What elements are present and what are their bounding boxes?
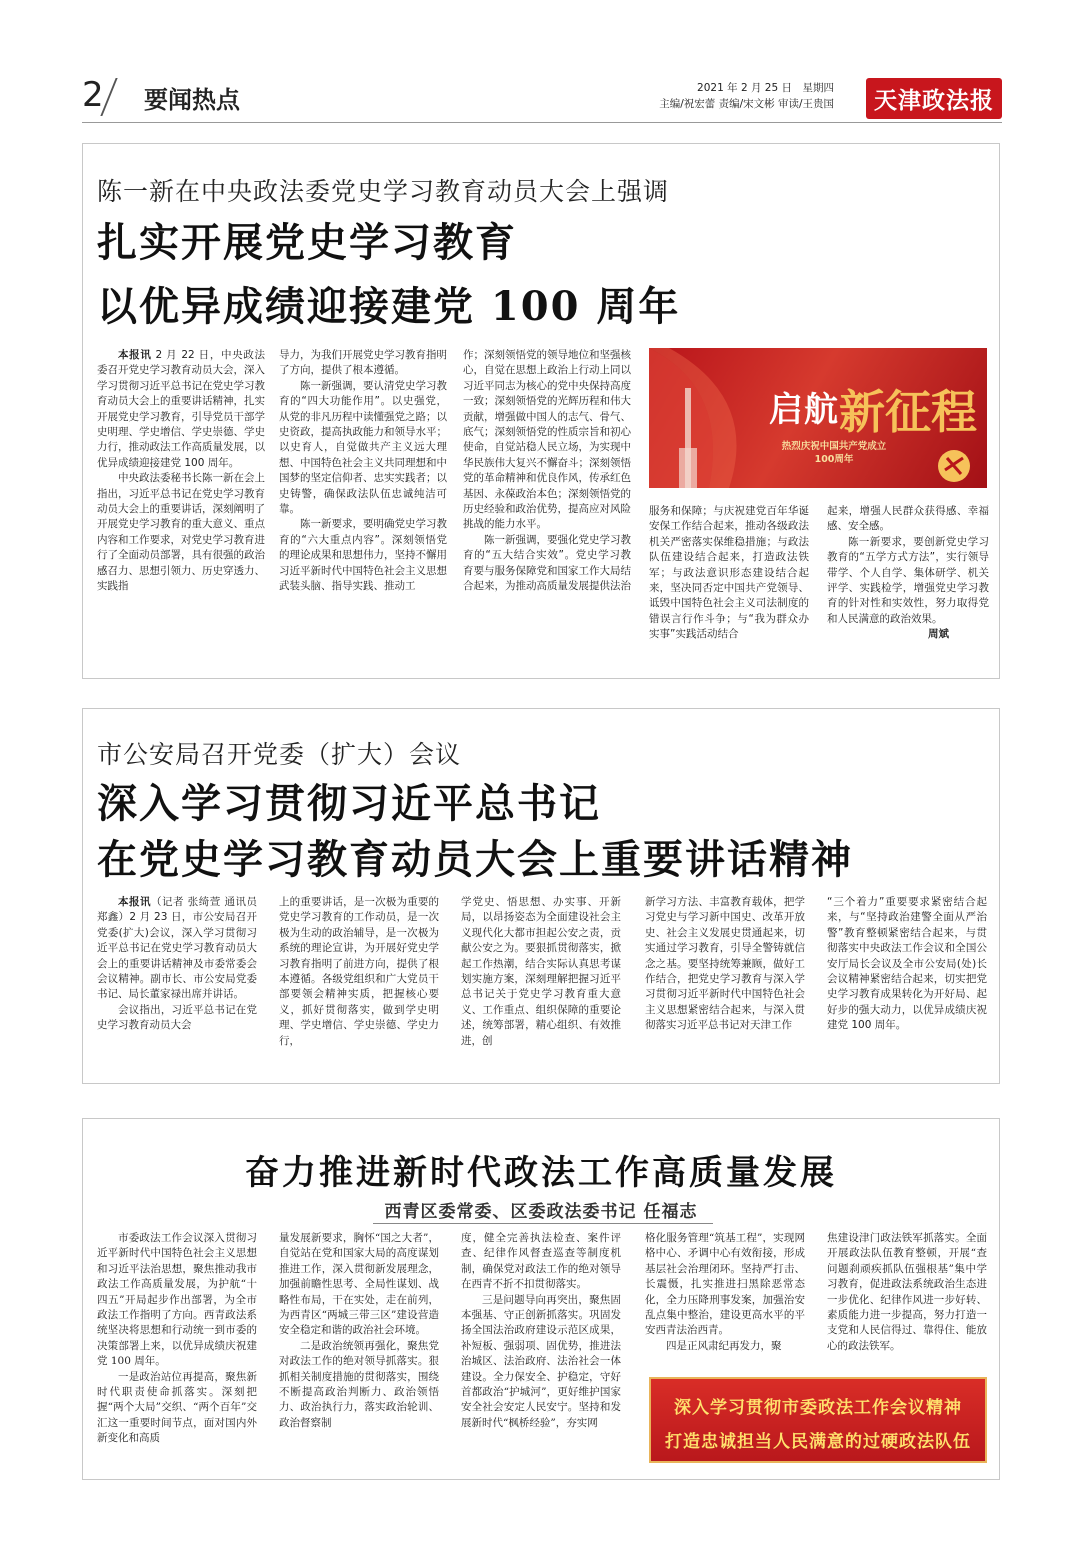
article2-column-5 xyxy=(827,895,987,1073)
article2-para: 会议指出，习近平总书记在党史学习教育动员大会 xyxy=(97,1003,257,1032)
article1-column-5 xyxy=(827,504,989,672)
article1-column-4 xyxy=(649,504,809,672)
article2-lead: 本报讯 xyxy=(118,896,151,908)
article3-para: 三是问题导向再突出，聚焦固本强基、守正创新抓落实。巩固发扬全国法治政府建设示范区成果，补短板、强弱项、固优势，推进法治城区、法治政府、法治社会一体建设。全力保安全、护稳定，守好首都政治“护城河”，更好维护国家安全社会安定人民安宁。坚持和发展新时代“枫桥经验”，夯实网 xyxy=(461,1293,621,1429)
anniversary-poster-image xyxy=(649,348,987,488)
article1-para: 陈一新要求，要明确党史学习教育的“六大重点内容”。深刻领悟党的理论成果和思想伟力，坚持不懈用习近平新时代中国特色社会主义思想武装头脑、指导实践、推动工 xyxy=(279,518,447,593)
poster-subtitle: 热烈庆祝中国共产党成立100周年 xyxy=(781,441,887,465)
article-party-history-education xyxy=(82,143,1000,679)
article3-para: 市委政法工作会议深入贯彻习近平新时代中国特色社会主义思想和习近平法治思想，聚焦推动我市政法工作高质量发展，为护航“十四五”开局起步作出部署，为全市政法工作指明了方向。西青政法系统坚决将思想和行动统一到市委的决策部署上来，以优异成绩庆祝建党 100 周年。 xyxy=(97,1232,257,1368)
article2-para: 新学习方法、丰富教育载体，把学习党史与学习新中国史、改革开放史、社会主义发展史贯通起来，切实通过学习教育，引导全警铸就信念之基。要坚持统筹兼顾，做好工作结合，把党史学习教育与深入学习贯彻习近平新时代中国特色社会主义思想紧密结合起来，与深入贯彻落实习近平总书记对天津工作 xyxy=(645,896,805,1032)
article3-para: 量发展新要求，胸怀“国之大者”，自觉站在党和国家大局的高度谋划推进工作，深入贯彻新发展理念，加强前瞻性思考、全局性谋划、战略性布局，干在实处，走在前列，为西青区“两城三带三区”建设营造安全稳定和谐的政治社会环境。 xyxy=(279,1232,439,1337)
article1-byline: 周斌 xyxy=(928,628,949,641)
article2-headline-line2: 在党史学习教育动员大会上重要讲话精神 xyxy=(97,836,853,883)
header-rule xyxy=(82,122,1002,123)
issue-date: 2021 年 2 月 25 日 星期四 xyxy=(697,82,834,94)
article2-column-4 xyxy=(645,895,805,1073)
article3-column-3 xyxy=(461,1231,621,1471)
article3-author: 西青区委常委、区委政法委书记 任福志 xyxy=(384,1202,698,1222)
article3-headline-rule xyxy=(373,1223,713,1224)
article1-para: 陈一新强调，要认清党史学习教育的“四大功能作用”。以史强党，从党的非凡历程中读懂强党之路；以史资政，提高执政能力和领导水平；以史育人，自觉做共产主义远大理想、中国特色社会主义共同理想和中国梦的坚定信仰者、忠实实践者；以史铸警，确保政法队伍忠诚纯洁可靠。 xyxy=(279,379,447,516)
article1-column-2 xyxy=(279,348,447,668)
article2-column-1 xyxy=(97,895,257,1073)
slogan-banner xyxy=(649,1377,987,1463)
poster-title-2: 新征程 xyxy=(839,385,977,439)
article2-para: “三个着力”重要要求紧密结合起来，与“坚持政治建警全面从严治警”教育整顿紧密结合起来，与贯彻落实中央政法工作会议和全国公安厅局长会议及全市公安局(处)长会议精神紧密结合起来，切实把党史学习教育成果转化为开好局、起好步的强大动力，以优异成绩庆祝建党 100 周年。 xyxy=(827,896,987,1032)
article1-kicker: 陈一新在中央政法委党史学习教育动员大会上强调 xyxy=(97,177,670,206)
poster-title-1: 启航 xyxy=(769,390,839,430)
article1-column-3 xyxy=(463,348,631,668)
article1-para: 作；深刻领悟党的领导地位和坚强核心，自觉在思想上政治上行动上同以习近平同志为核心的党中央保持高度一致；深刻领悟党的光辉历程和伟大贡献，增强做中国人的志气、骨气、底气；深刻领悟党的性质宗旨和初心使命，自觉站稳人民立场，为实现中华民族伟大复兴不懈奋斗；深刻领悟党的革命精神和优良作风，传承红色基因、永葆政治本色；深刻领悟党的历史经验和政治优势，提高应对风险挑战的能力水平。 xyxy=(463,349,631,531)
article3-column-1 xyxy=(97,1231,257,1471)
article1-para: 陈一新要求，要创新党史学习教育的“五学方式方法”，实行领导带学、个人自学、集体研学、机关评学、实践检学，增强党史学习教育的针对性和实效性，努力取得党和人民满意的政治效果。 xyxy=(827,535,989,625)
article-public-security-meeting xyxy=(82,708,1000,1084)
article3-column-2 xyxy=(279,1231,439,1471)
article2-column-3 xyxy=(461,895,621,1073)
article3-para: 焦建设津门政法铁军抓落实。全面开展政法队伍教育整顿，开展“查问题刹顽疾抓队伍强根基”集中学习教育，促进政法系统政治生态进一步优化、纪律作风进一步好转、素质能力进一步提高，努力打造一支党和人民信得过、靠得住、能放心的政法铁军。 xyxy=(827,1232,987,1352)
slogan-line-2: 打造忠诚担当人民满意的过硬政法队伍 xyxy=(665,1432,971,1452)
article1-para: 起来，增强人民群众获得感、幸福感、安全感。 xyxy=(827,505,989,533)
article1-para: 导力，为我们开展党史学习教育指明了方向，提供了根本遵循。 xyxy=(279,349,447,377)
article1-headline-line1: 扎实开展党史学习教育 xyxy=(97,219,517,266)
page-header xyxy=(82,70,1002,118)
article1-column-1 xyxy=(97,348,265,668)
article2-kicker: 市公安局召开党委（扩大）会议 xyxy=(97,740,462,769)
page-number: 2 xyxy=(82,75,104,115)
article3-column-4 xyxy=(645,1231,805,1369)
editor-credits: 主编/祝宏蕾 责编/宋文彬 审读/王贵国 xyxy=(659,98,834,110)
article1-headline-line2: 以优异成绩迎接建党 100 周年 xyxy=(97,283,681,330)
article2-para: 上的重要讲话，是一次极为重要的党史学习教育的工作动员，是一次极为生动的政治辅导，是一次极为系统的理论宣讲，为开展好党史学习教育指明了前进方向，提供了根本遵循。各级党组织和广大党员干部要领会精神实质，把握核心要义，抓好贯彻落实，做到学史明理、学史增信、学史崇德、学史力行， xyxy=(279,896,439,1047)
article1-para: 中央政法委秘书长陈一新在会上指出，习近平总书记在党史学习教育动员大会上的重要讲话，深刻阐明了开展党史学习教育的重大意义、重点内容和工作要求，对党史学习教育进行了全面动员部署，具有很强的政治感召力、思想引领力、历史穿透力、实践指 xyxy=(97,472,265,593)
issue-info xyxy=(659,80,834,112)
article3-para: 格化服务管理“筑基工程”，实现网格中心、矛调中心有效衔接，形成基层社会治理闭环。坚持严打击、长震慑，扎实推进扫黑除恶常态化，全力压降刑事发案，加强治安乱点集中整治，建设更高水平的平安西青法治西青。 xyxy=(645,1232,805,1337)
section-title: 要闻热点 xyxy=(144,86,240,114)
article1-para: 陈一新强调，要强化党史学习教育的“五大结合实效”。党史学习教育要与服务保障党和国家工作大局结合起来，为推动高质量发展提供法治 xyxy=(463,533,631,593)
article3-headline: 奋力推进新时代政法工作高质量发展 xyxy=(245,1153,837,1193)
article2-column-2 xyxy=(279,895,439,1073)
article2-headline-line1: 深入学习贯彻习近平总书记 xyxy=(97,780,601,827)
slogan-line-1: 深入学习贯彻市委政法工作会议精神 xyxy=(674,1398,962,1418)
article3-para: 四是正风肃纪再发力，聚 xyxy=(666,1339,782,1352)
article3-para: 度，健全完善执法检查、案件评查、纪律作风督查巡查等制度机制，确保党对政法工作的绝对领导在西青不折不扣贯彻落实。 xyxy=(461,1232,621,1291)
article2-para: 学党史、悟思想、办实事、开新局，以昂扬姿态为全面建设社会主义现代化大都市担起公安之责，贡献公安之为。要狠抓贯彻落实，掀起工作热潮，结合实际认真思考谋划实施方案，深刻理解把握习近平总书记关于党史学习教育重大意义、工作重点、组织保障的重要论述，统筹部署，精心组织、有效推进，创 xyxy=(461,896,621,1047)
article3-para: 二是政治统领再强化，聚焦党对政法工作的绝对领导抓落实。狠抓相关制度措施的贯彻落实，围绕不断提高政治判断力、政治领悟力、政治执行力，落实政治轮训、政治督察制 xyxy=(279,1339,439,1429)
article1-lead: 本报讯 xyxy=(118,349,152,361)
article1-para: 2 月 22 日，中央政法委召开党史学习教育动员大会，深入学习贯彻习近平总书记在党史学习教育动员大会上的重要讲话精神，扎实开展党史学习教育，引导党员干部学史明理、学史增信、学史崇德、学史力行，推动政法工作高质量发展，以优异成绩迎接建党 100 周年。 xyxy=(97,349,265,469)
newspaper-masthead: 天津政法报 xyxy=(866,78,1002,119)
article3-para: 一是政治站位再提高，聚焦新时代职责使命抓落实。深刻把握“两个大局”交织、“两个百年”交汇这一重要时间节点，面对国内外新变化和高质 xyxy=(97,1370,257,1445)
article3-column-5 xyxy=(827,1231,987,1369)
article2-para: （记者 张绮萱 通讯员 郑鑫）2 月 23 日，市公安局召开党委(扩大)会议，深入学习贯彻习近平总书记在党史学习教育动员大会上的重要讲话精神及市委常委会会议精神。副市长、市公安局党委书记、局长董家禄出席并讲话。 xyxy=(97,896,257,1001)
article1-para: 服务和保障；与庆祝建党百年华诞安保工作结合起来，推动各级政法机关严密落实保维稳措施；与政法队伍建设结合起来，打造政法铁军；与政法意识形态建设结合起来，坚决同否定中国共产党领导、诋毁中国特色社会主义司法制度的错误言行作斗争；与“我为群众办实事”实践活动结合 xyxy=(649,505,809,641)
article-xiqing-political-legal-work xyxy=(82,1118,1000,1480)
